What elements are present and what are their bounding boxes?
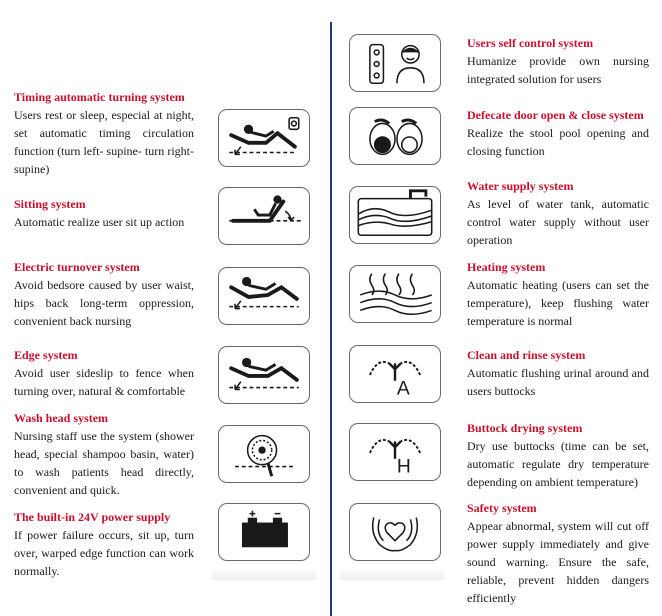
feature-heating [467, 259, 649, 330]
reflection-shade [340, 568, 444, 580]
feature-title: Sitting system [14, 197, 86, 211]
feature-description: Automatic heating (users can set the temperature), keep flushing water temperature is normal [467, 278, 649, 328]
drying-icon-letter: H [396, 456, 411, 478]
feature-safety [467, 500, 649, 607]
feature-clean-rinse [467, 347, 649, 400]
drying-icon [349, 423, 441, 481]
feature-title: Buttock drying system [467, 421, 583, 435]
reflection-shade [212, 568, 316, 580]
battery-icon [218, 503, 310, 561]
feature-title: Edge system [14, 348, 78, 362]
feature-description: Nursing staff use the system (shower head, special shampoo basin, water) to wash patients head directly, convenient and quick. [14, 429, 194, 497]
feature-sitting [14, 196, 194, 231]
feature-title: Safety system [467, 501, 537, 515]
feature-description: Avoid user sideslip to fence when turning over, natural & comfortable [14, 366, 194, 398]
feature-defecate-door [467, 107, 649, 160]
feature-description: Automatic realize user sit up action [14, 215, 185, 229]
feature-description: Humanize provide own nursing integrated solution for users [467, 54, 649, 86]
feature-title: Defecate door open & close system [467, 108, 644, 122]
column-divider [330, 22, 332, 616]
feature-water-supply [467, 178, 649, 249]
feature-title: Wash head system [14, 411, 109, 425]
feature-title: Heating system [467, 260, 546, 274]
toilet-door-icon [349, 107, 441, 165]
feature-description: Automatic flushing urinal around and users buttocks [467, 366, 649, 398]
rinse-icon [349, 345, 441, 403]
rinse-icon-letter: A [396, 378, 410, 400]
feature-title: Users self control system [467, 36, 594, 50]
bed-sitting-icon [218, 187, 310, 245]
feature-description: Realize the stool pool opening and closing function [467, 126, 649, 158]
feature-power-supply [14, 509, 194, 580]
feature-buttock-drying [467, 420, 649, 491]
bed-turnover-icon [218, 267, 310, 325]
feature-title: Electric turnover system [14, 260, 140, 274]
heating-icon [349, 265, 441, 323]
feature-description: Appear abnormal, system will cut off power supply immediately and give sound warning. Ensure the safe, reliable, prevent hidden dangers efficiently [467, 519, 649, 605]
feature-title: Clean and rinse system [467, 348, 586, 362]
feature-wash-head [14, 410, 194, 499]
feature-timing-turning [14, 89, 194, 178]
shower-head-icon [218, 425, 310, 483]
feature-title: Timing automatic turning system [14, 90, 185, 104]
feature-title: Water supply system [467, 179, 574, 193]
feature-description: As level of water tank, automatic control water supply without user operation [467, 197, 649, 247]
bed-turning-timer-icon [218, 109, 310, 167]
feature-title: The built-in 24V power supply [14, 510, 171, 524]
feature-description: If power failure occurs, sit up, turn over, warped edge function can work normally. [14, 528, 194, 578]
feature-description: Avoid bedsore caused by user waist, hips back long-term oppression, convenient back nursing [14, 278, 194, 328]
water-tank-icon [349, 186, 441, 244]
feature-electric-turnover [14, 259, 194, 330]
feature-self-control [467, 35, 649, 88]
feature-edge [14, 347, 194, 400]
feature-description: Dry use buttocks (time can be set, automatic regulate dry temperature depending on ambient temperature) [467, 439, 649, 489]
safety-hands-icon [349, 503, 441, 561]
remote-user-icon [349, 34, 441, 92]
feature-description: Users rest or sleep, especial at night, set automatic timing circulation function (turn left- supine- turn right- supine) [14, 108, 194, 176]
bed-edge-icon [218, 346, 310, 404]
